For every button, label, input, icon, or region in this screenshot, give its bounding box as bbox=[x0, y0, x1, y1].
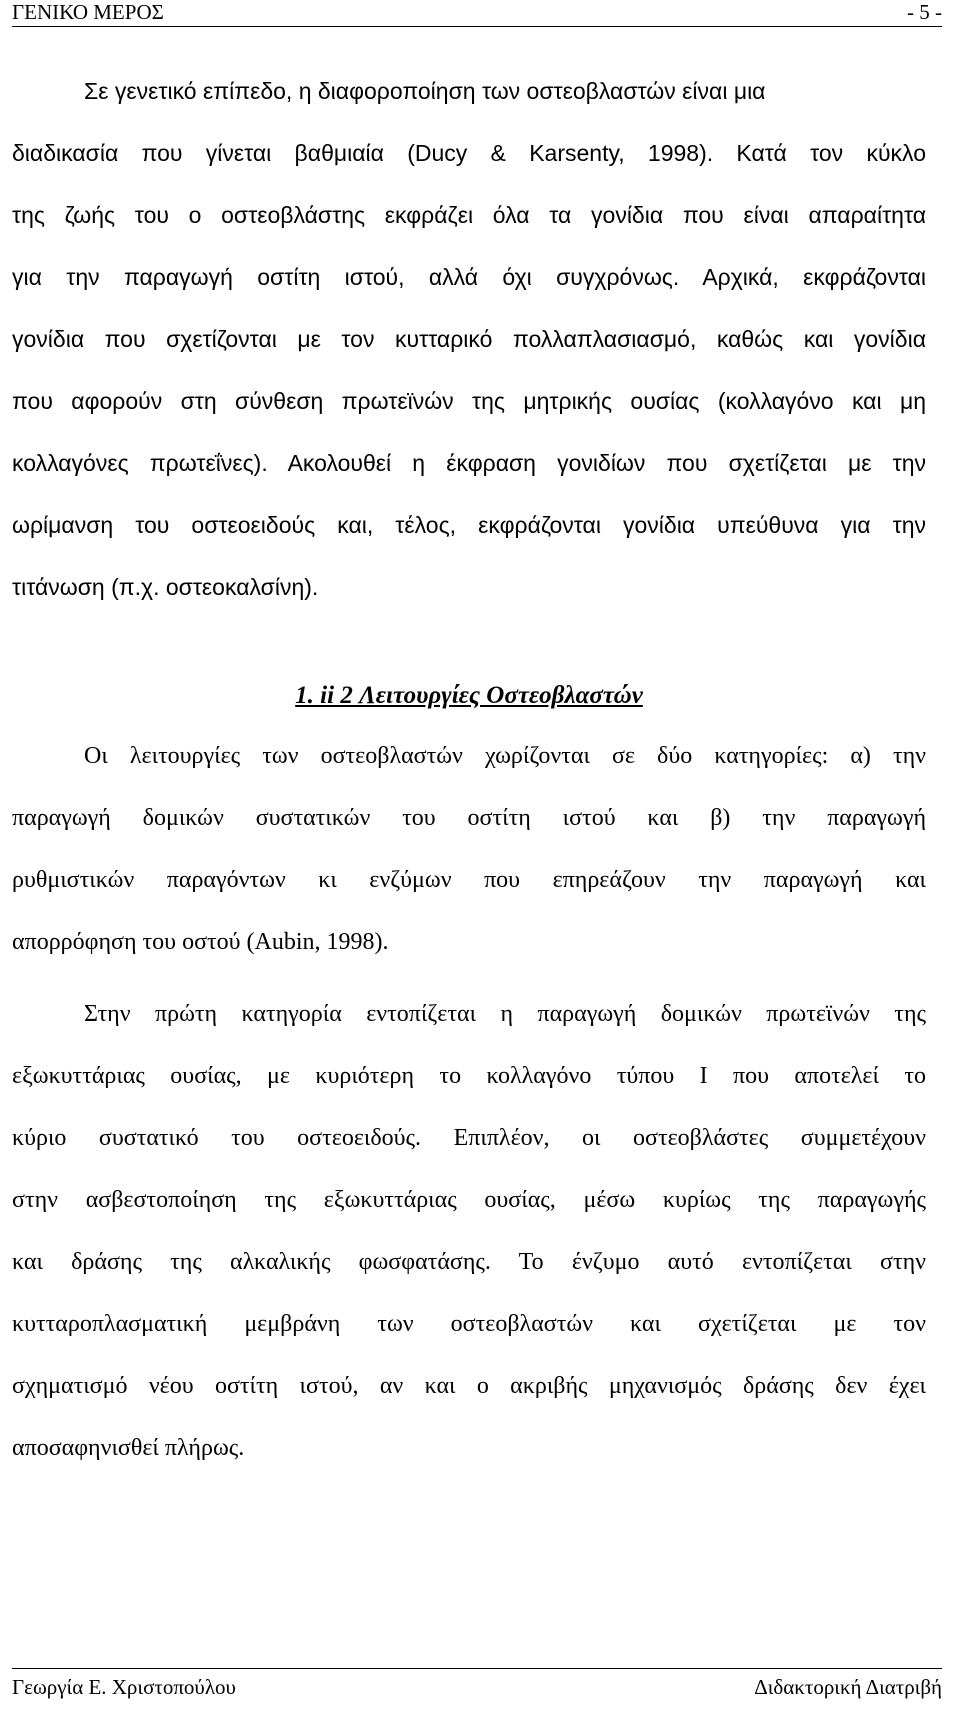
paragraph-1-line-2: διαδικασία που γίνεται βαθμιαία (Ducy & Karsenty, 1998). Κατά τον κύκλο bbox=[12, 140, 926, 166]
paragraph-1-line-9: τιτάνωση (π.χ. οστεοκαλσίνη). bbox=[12, 574, 319, 600]
footer-author: Γεωργία Ε. Χριστοπούλου bbox=[12, 1675, 236, 1699]
paragraph-1-line-3: της ζωής του ο οστεοβλάστης εκφράζει όλα τα γονίδια που είναι απαραίτητα bbox=[12, 202, 926, 228]
paragraph-1-line-7: κολλαγόνες πρωτεΐνες). Ακολουθεί η έκφραση γονιδίων που σχετίζεται με την bbox=[12, 450, 926, 476]
paragraph-3-line-2: εξωκυττάριας ουσίας, με κυριότερη το κολλαγόνο τύπου Ι που αποτελεί το bbox=[12, 1063, 926, 1089]
page-number: - 5 - bbox=[907, 0, 942, 24]
paragraph-3-line-3: κύριο συστατικό του οστεοειδούς. Επιπλέον, οι οστεοβλάστες συμμετέχουν bbox=[12, 1125, 926, 1151]
paragraph-3-line-8: αποσαφηνισθεί πλήρως. bbox=[12, 1435, 245, 1461]
paragraph-2-line-4: απορρόφηση του οστού (Aubin, 1998). bbox=[12, 929, 389, 955]
paragraph-3-line-1: Στην πρώτη κατηγορία εντοπίζεται η παραγωγή δομικών πρωτεϊνών της bbox=[84, 1001, 926, 1027]
paragraph-1-line-5: γονίδια που σχετίζονται με τον κυτταρικό πολλαπλασιασμό, καθώς και γονίδια bbox=[12, 326, 926, 352]
paragraph-3-line-4: στην ασβεστοποίηση της εξωκυττάριας ουσίας, μέσω κυρίως της παραγωγής bbox=[12, 1187, 926, 1213]
paragraph-3-line-7: σχηματισμό νέου οστίτη ιστού, αν και ο ακριβής μηχανισμός δράσης δεν έχει bbox=[12, 1373, 926, 1399]
footer-doc-type: Διδακτορική Διατριβή bbox=[754, 1675, 942, 1699]
paragraph-1-line-1: Σε γενετικό επίπεδο, η διαφοροποίηση των οστεοβλαστών είναι μια bbox=[84, 78, 766, 104]
paragraph-2-line-2: παραγωγή δομικών συστατικών του οστίτη ιστού και β) την παραγωγή bbox=[12, 805, 926, 831]
paragraph-1-line-8: ωρίμανση του οστεοειδούς και, τέλος, εκφράζονται γονίδια υπεύθυνα για την bbox=[12, 512, 926, 538]
paragraph-3-line-6: κυτταροπλασματική μεμβράνη των οστεοβλαστών και σχετίζεται με τον bbox=[12, 1311, 926, 1337]
header-title: ΓΕΝΙΚΟ ΜΕΡΟΣ bbox=[12, 0, 164, 24]
running-footer bbox=[12, 1668, 942, 1703]
paragraph-2-line-1: Οι λειτουργίες των οστεοβλαστών χωρίζονται σε δύο κατηγορίες: α) την bbox=[84, 743, 926, 769]
paragraph-3-line-5: και δράσης της αλκαλικής φωσφατάσης. Το ένζυμο αυτό εντοπίζεται στην bbox=[12, 1249, 926, 1275]
paragraph-2-line-3: ρυθμιστικών παραγόντων κι ενζύμων που επηρεάζουν την παραγωγή και bbox=[12, 867, 926, 893]
section-heading: 1. ii 2 Λειτουργίες Οστεοβλαστών bbox=[295, 682, 643, 709]
paragraph-1-line-6: που αφορούν στη σύνθεση πρωτεϊνών της μητρικής ουσίας (κολλαγόνο και μη bbox=[12, 388, 926, 414]
running-header bbox=[12, 0, 942, 27]
paragraph-1-line-4: για την παραγωγή οστίτη ιστού, αλλά όχι συγχρόνως. Αρχικά, εκφράζονται bbox=[12, 264, 926, 290]
